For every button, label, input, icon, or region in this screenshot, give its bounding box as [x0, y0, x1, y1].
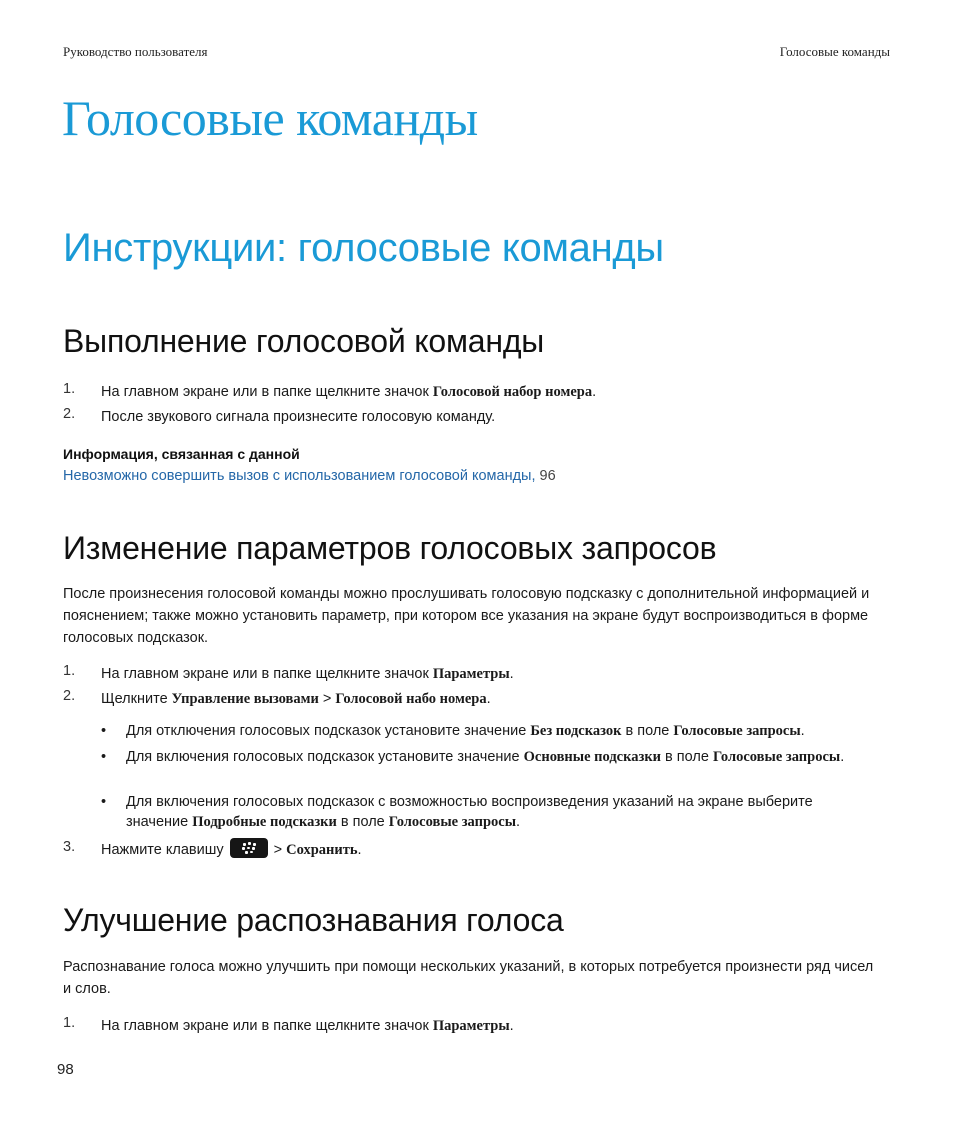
ui-term: Управление вызовами: [171, 691, 319, 707]
ui-term: Голосовой набо номера: [335, 691, 487, 707]
bullet-icon: •: [101, 749, 107, 765]
bullet-text: Для включения голосовых подсказок установите значение Основные подсказки в поле Голосовые запросы.: [126, 749, 845, 765]
blackberry-menu-key-icon: [230, 838, 268, 858]
paragraph: Распознавание голоса можно улучшить при помощи нескольких указаний, в которых потребуется произнести ряд чисел и слов.: [63, 959, 874, 997]
related-info-page: 96: [539, 468, 556, 484]
chapter-title: Голосовые команды: [62, 90, 478, 146]
ui-term: Параметры: [432, 1018, 510, 1034]
step-number: 1.: [63, 381, 76, 397]
ui-term: Голосовые запросы: [673, 723, 801, 739]
step-text: После звукового сигнала произнесите голосовую команду.: [101, 409, 496, 425]
section-title: Инструкции: голосовые команды: [63, 226, 664, 270]
related-info-link[interactable]: Невозможно совершить вызов с использованием голосовой команды,: [63, 468, 536, 484]
step-number: 3.: [63, 839, 76, 855]
running-header-left: Руководство пользователя: [63, 44, 208, 59]
page-number: 98: [57, 1061, 74, 1078]
bullet-icon: •: [101, 723, 107, 739]
step-number: 1.: [63, 663, 76, 679]
related-info-item: [63, 468, 556, 484]
step-text: Щелкните Управление вызовами > Голосовой набо номера.: [101, 691, 491, 707]
step-number: 2.: [63, 688, 76, 704]
step-number: 1.: [63, 1015, 76, 1031]
step-text: На главном экране или в папке щелкните значок Параметры.: [101, 1018, 514, 1034]
paragraph: После произнесения голосовой команды можно прослушивать голосовую подсказку с дополнительной информацией и пояснением; также можно установить параметр, при котором все указания на экране будут воспроизводиться в форме голосовых подсказок.: [63, 586, 870, 646]
ui-term: Подробные подсказки: [192, 814, 337, 830]
bullet-icon: •: [101, 794, 107, 810]
related-info-heading: Информация, связанная с данной: [63, 446, 300, 462]
ui-term: Параметры: [432, 666, 510, 682]
step-text: На главном экране или в папке щелкните значок Параметры.: [101, 666, 514, 682]
step-text: На главном экране или в папке щелкните значок Голосовой набор номера.: [101, 384, 597, 400]
ui-term: Без подсказок: [530, 723, 622, 739]
bullet-text: Для отключения голосовых подсказок установите значение Без подсказок в поле Голосовые запросы.: [126, 723, 805, 739]
running-header-right: Голосовые команды: [779, 44, 890, 59]
step-text: Нажмите клавишу > Сохранить.: [101, 840, 886, 860]
ui-term: Голосовые запросы: [712, 749, 841, 765]
ui-term: Голосовые запросы: [388, 814, 517, 830]
subsection-title-voice-prompts: Изменение параметров голосовых запросов: [63, 530, 717, 566]
bullet-text: Для включения голосовых подсказок с возможностью воспроизведения указаний на экране выберите значение Подробные подсказки в поле Голосовые запросы.: [126, 794, 813, 830]
subsection-title-run-command: Выполнение голосовой команды: [63, 323, 545, 359]
ui-term: Сохранить: [286, 842, 358, 858]
step-number: 2.: [63, 406, 76, 422]
ui-term: Голосовой набор номера: [432, 384, 593, 400]
subsection-title-improve-recognition: Улучшение распознавания голоса: [63, 902, 564, 938]
ui-term: Основные подсказки: [523, 749, 662, 765]
